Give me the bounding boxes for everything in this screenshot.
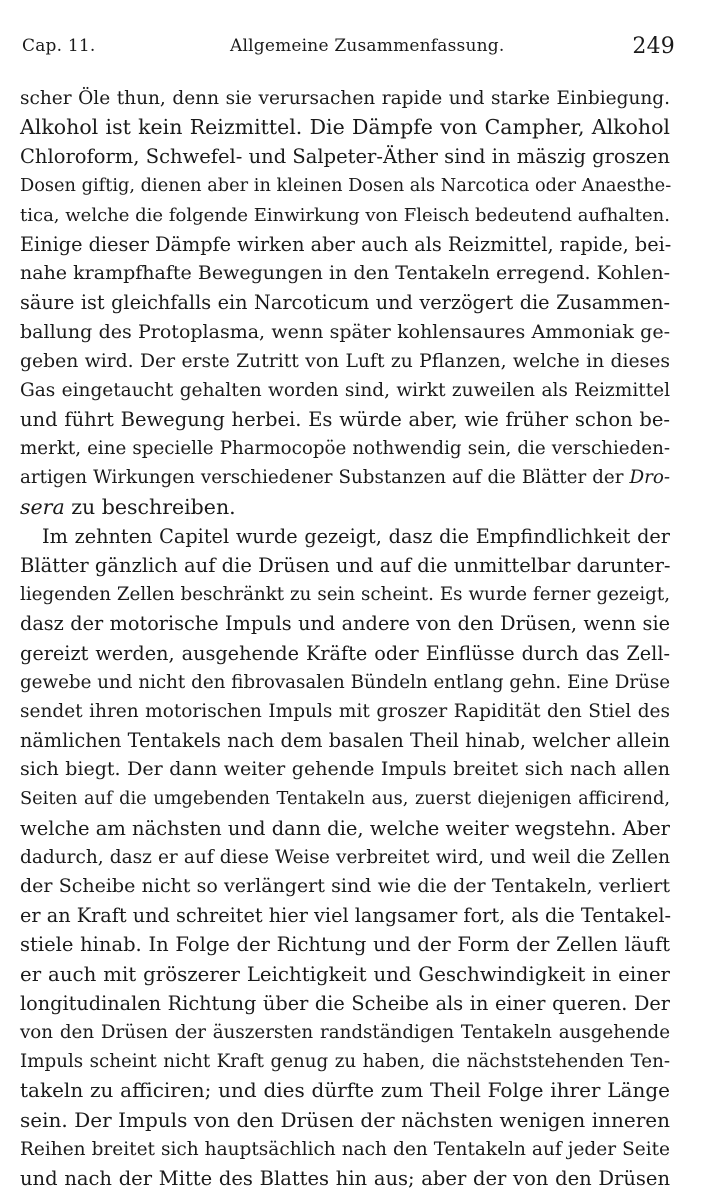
text-line: dadurch, dasz er auf diese Weise verbreitet wird, und weil die Zellen — [20, 846, 670, 868]
text-line: nahe krampfhafte Bewegungen in den Tentakeln erregend. Kohlen- — [20, 262, 670, 285]
text-line: sein. Der Impuls von den Drüsen der nächsten wenigen inneren — [20, 1107, 670, 1132]
text-line-with-italic — [20, 493, 670, 522]
text-line: gereizt werden, ausgehende Kräfte oder Einflüsse durch das Zell- — [20, 641, 670, 665]
text-line: tica, welche die folgende Einwirkung von Fleisch bedeutend aufhalten. — [20, 204, 670, 226]
text-line: merkt, eine specielle Pharmocopöe nothwendig sein, die verschieden- — [20, 438, 670, 460]
text-line: scher Öle thun, denn sie verursachen rapide und starke Einbiegung. — [20, 88, 670, 109]
text-line: sendet ihren motorischen Impuls mit groszer Rapidität den Stiel des — [20, 700, 670, 722]
text-line: sich biegt. Der dann weiter gehende Impuls breitet sich nach allen — [20, 758, 670, 781]
running-header — [22, 32, 675, 62]
text-line: und nach der Mitte des Blattes hin aus; aber der von den Drüsen — [20, 1166, 670, 1190]
text-line: welche am nächsten und dann die, welche weiter wegstehn. Aber — [20, 816, 670, 840]
text-line: er an Kraft und schreitet hier viel langsamer fort, als die Tentakel- — [20, 904, 671, 928]
text-line: der Scheibe nicht so verlängert sind wie die der Tentakeln, verliert — [20, 875, 670, 898]
text-line: takeln zu afficiren; und dies dürfte zum Theil Folge ihrer Länge — [20, 1078, 670, 1103]
text-segment: zu beschreiben. — [71, 494, 236, 519]
text-line: und führt Bewegung herbei. Es würde aber, wie früher schon be- — [20, 408, 670, 432]
text-line: Chloroform, Schwefel- und Salpeter-Äther sind in mäszig groszen — [20, 145, 670, 169]
text-line: säure ist gleichfalls ein Narcoticum und verzögert die Zusammen- — [20, 291, 670, 315]
text-line-with-italic — [20, 463, 670, 492]
page-number: 249 — [632, 34, 675, 59]
text-line: stiele hinab. In Folge der Richtung und der Form der Zellen läuft — [20, 933, 670, 957]
chapter-label: Cap. 11. — [22, 36, 96, 56]
text-line: nämlichen Tentakels nach dem basalen Theil hinab, welcher allein — [20, 729, 670, 753]
text-line: longitudinalen Richtung über die Scheibe als in einer queren. Der — [20, 991, 670, 1015]
text-line: Dosen giftig, dienen aber in kleinen Dosen als Narcotica oder Anaesthe- — [20, 175, 672, 196]
text-line: Seiten auf die umgebenden Tentakeln aus, zuerst diejenigen afficirend, — [20, 788, 670, 809]
text-line: Impuls scheint nicht Kraft genug zu haben, die nächststehenden Ten- — [20, 1051, 670, 1073]
text-line: ballung des Protoplasma, wenn später kohlensaures Ammoniak ge- — [20, 320, 670, 343]
text-line: von den Drüsen der äuszersten randständigen Tentakeln ausgehende — [20, 1022, 670, 1043]
text-line: Reihen breitet sich hauptsächlich nach den Tentakeln auf jeder Seite — [20, 1138, 670, 1160]
text-line: liegenden Zellen beschränkt zu sein scheint. Es wurde ferner gezeigt, — [20, 584, 670, 606]
italic-genus-part2: sera — [20, 494, 65, 519]
text-line: geben wird. Der erste Zutritt von Luft zu Pflanzen, welche in dieses — [20, 350, 670, 372]
text-line: Alkohol ist kein Reizmittel. Die Dämpfe von Campher, Alkohol — [20, 115, 670, 140]
italic-genus-part1: Dro- — [629, 467, 670, 489]
text-line: gewebe und nicht den fibrovasalen Bündeln entlang gehn. Eine Drüse — [20, 671, 670, 693]
text-line: Gas eingetaucht gehalten worden sind, wirkt zuweilen als Reizmittel — [20, 379, 670, 401]
body-text — [20, 84, 670, 1193]
text-line: er auch mit gröszerer Leichtigkeit und Geschwindigkeit in einer — [20, 962, 670, 986]
text-line: Einige dieser Dämpfe wirken aber auch als Reizmittel, rapide, bei- — [20, 232, 672, 256]
text-segment: artigen Wirkungen verschiedener Substanzen auf die Blätter der — [20, 467, 624, 489]
chapter-title: Allgemeine Zusammenfassung. — [230, 36, 505, 56]
text-line: Blätter gänzlich auf die Drüsen und auf die unmittelbar darunter- — [20, 554, 671, 577]
text-line: dasz der motorische Impuls und andere von den Drüsen, wenn sie — [20, 612, 670, 636]
paragraph-first-line: Im zehnten Capitel wurde gezeigt, dasz die Empfindlichkeit der — [42, 524, 670, 548]
